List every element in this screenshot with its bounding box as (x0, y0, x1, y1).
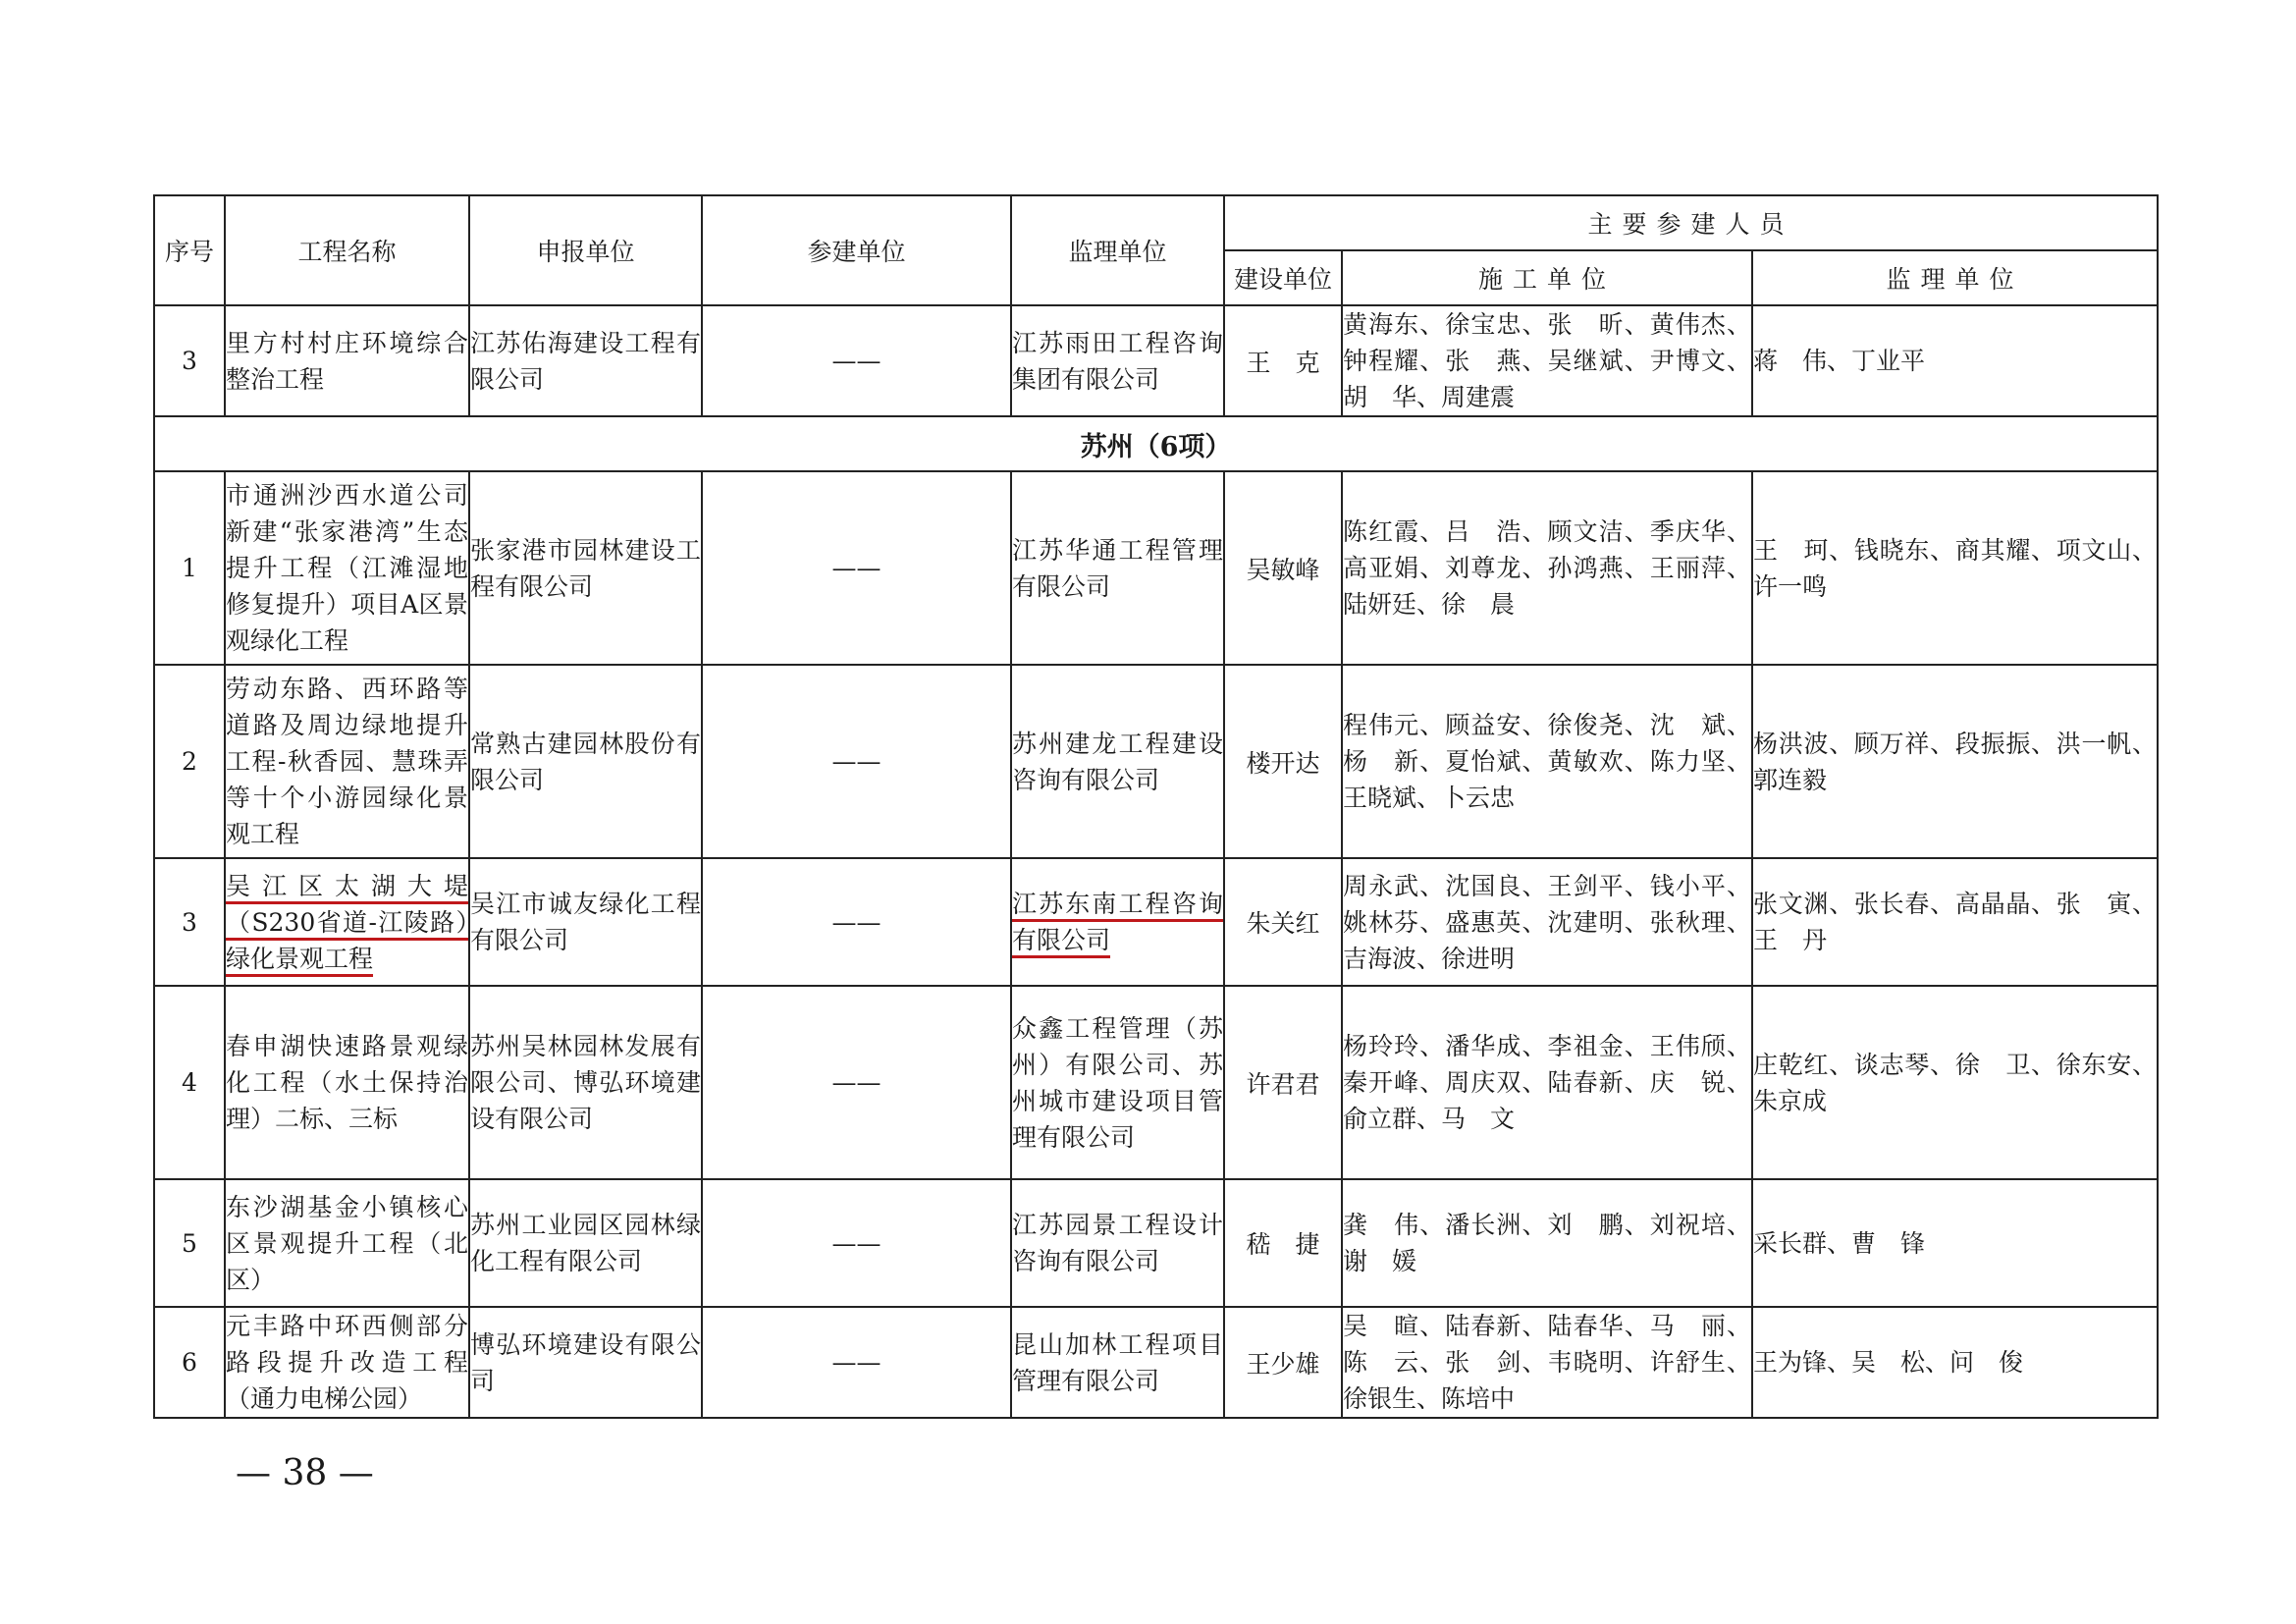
row-participant: —— (702, 986, 1011, 1179)
row-construction: 杨玲玲、潘华成、李祖金、王伟颀、秦开峰、周庆双、陆春新、庆 锐、俞立群、马 文 (1342, 986, 1752, 1179)
header-index: 序号 (154, 195, 225, 305)
row-participant: —— (702, 1179, 1011, 1307)
row-builder: 吴敏峰 (1224, 471, 1342, 665)
row-builder: 嵇 捷 (1224, 1179, 1342, 1307)
row-supervisor (1011, 858, 1224, 986)
table-row (154, 1179, 2158, 1307)
row-participant: —— (702, 305, 1011, 416)
header-main-people: 主要参建人员 (1224, 195, 2158, 250)
row-index: 3 (154, 305, 225, 416)
row-construction: 黄海东、徐宝忠、张 昕、黄伟杰、钟程耀、张 燕、吴继斌、尹博文、胡 华、周建震 (1342, 305, 1752, 416)
header-supervision: 监理单位 (1752, 250, 2158, 305)
row-index: 1 (154, 471, 225, 665)
row-construction: 陈红霞、吕 浩、顾文洁、季庆华、高亚娟、刘尊龙、孙鸿燕、王丽萍、陆妍廷、徐 晨 (1342, 471, 1752, 665)
row-supervision: 张文渊、张长春、高晶晶、张 寅、王 丹 (1752, 858, 2158, 986)
row-index: 6 (154, 1307, 225, 1418)
row-applicant: 江苏佑海建设工程有限公司 (469, 305, 702, 416)
row-index: 5 (154, 1179, 225, 1307)
row-construction: 吴 暄、陆春新、陆春华、马 丽、陈 云、张 剑、韦晓明、许舒生、徐银生、陈培中 (1342, 1307, 1752, 1418)
row-project: 春申湖快速路景观绿化工程（水土保持治理）二标、三标 (225, 986, 469, 1179)
row-construction: 龚 伟、潘长洲、刘 鹏、刘祝培、谢 媛 (1342, 1179, 1752, 1307)
header-supervisor: 监理单位 (1011, 195, 1224, 305)
header-builder: 建设单位 (1224, 250, 1342, 305)
table-row (154, 471, 2158, 665)
row-builder: 许君君 (1224, 986, 1342, 1179)
row-supervisor: 昆山加林工程项目管理有限公司 (1011, 1307, 1224, 1418)
row-construction: 周永武、沈国良、王剑平、钱小平、姚林芬、盛惠英、沈建明、张秋理、吉海波、徐进明 (1342, 858, 1752, 986)
row-index: 4 (154, 986, 225, 1179)
region-heading: 苏州（6项） (154, 416, 2158, 471)
header-project: 工程名称 (225, 195, 469, 305)
row-construction: 程伟元、顾益安、徐俊尧、沈 斌、杨 新、夏怡斌、黄敏欢、陈力坚、王晓斌、卜云忠 (1342, 665, 1752, 858)
row-supervision: 采长群、曹 锋 (1752, 1179, 2158, 1307)
row-participant: —— (702, 665, 1011, 858)
row-index: 3 (154, 858, 225, 986)
row-supervisor: 江苏雨田工程咨询集团有限公司 (1011, 305, 1224, 416)
row-supervision: 庄乾红、谈志琴、徐 卫、徐东安、朱京成 (1752, 986, 2158, 1179)
row-supervisor: 苏州建龙工程建设咨询有限公司 (1011, 665, 1224, 858)
table-row (154, 986, 2158, 1179)
row-builder: 朱关红 (1224, 858, 1342, 986)
header-participant: 参建单位 (702, 195, 1011, 305)
row-builder: 王 克 (1224, 305, 1342, 416)
row-applicant: 苏州工业园区园林绿化工程有限公司 (469, 1179, 702, 1307)
award-table (153, 194, 2159, 1419)
row-project: 市通洲沙西水道公司新建“张家港湾”生态提升工程（江滩湿地修复提升）项目A区景观绿化工程 (225, 471, 469, 665)
row-applicant: 张家港市园林建设工程有限公司 (469, 471, 702, 665)
row-supervisor: 众鑫工程管理（苏州）有限公司、苏州城市建设项目管理有限公司 (1011, 986, 1224, 1179)
row-builder: 楼开达 (1224, 665, 1342, 858)
table-row (154, 305, 2158, 416)
table-row (154, 665, 2158, 858)
row-supervision: 杨洪波、顾万祥、段振振、洪一帆、郭连毅 (1752, 665, 2158, 858)
row-applicant: 博弘环境建设有限公司 (469, 1307, 702, 1418)
row-project: 东沙湖基金小镇核心区景观提升工程（北区） (225, 1179, 469, 1307)
highlighted-project-name: 吴江区太湖大堤（S230省道-江陵路）绿化景观工程 (226, 871, 468, 973)
row-participant: —— (702, 1307, 1011, 1418)
header-applicant: 申报单位 (469, 195, 702, 305)
row-supervisor: 江苏园景工程设计咨询有限公司 (1011, 1179, 1224, 1307)
row-supervisor: 江苏华通工程管理有限公司 (1011, 471, 1224, 665)
page-number: — 38 — (236, 1453, 374, 1493)
row-supervision: 王为锋、吴 松、问 俊 (1752, 1307, 2158, 1418)
row-applicant: 吴江市诚友绿化工程有限公司 (469, 858, 702, 986)
row-project: 元丰路中环西侧部分路段提升改造工程（通力电梯公园） (225, 1307, 469, 1418)
row-supervision: 蒋 伟、丁业平 (1752, 305, 2158, 416)
row-participant: —— (702, 471, 1011, 665)
row-index: 2 (154, 665, 225, 858)
row-applicant: 常熟古建园林股份有限公司 (469, 665, 702, 858)
row-supervision: 王 珂、钱晓东、商其耀、项文山、许一鸣 (1752, 471, 2158, 665)
row-project (225, 858, 469, 986)
header-construction: 施工单位 (1342, 250, 1752, 305)
table-row (154, 1307, 2158, 1418)
table-row (154, 858, 2158, 986)
row-project: 里方村村庄环境综合整治工程 (225, 305, 469, 416)
row-applicant: 苏州吴林园林发展有限公司、博弘环境建设有限公司 (469, 986, 702, 1179)
row-project: 劳动东路、西环路等道路及周边绿地提升工程-秋香园、慧珠弄等十个小游园绿化景观工程 (225, 665, 469, 858)
highlighted-supervisor-name: 江苏东南工程咨询有限公司 (1012, 890, 1223, 954)
row-builder: 王少雄 (1224, 1307, 1342, 1418)
row-participant: —— (702, 858, 1011, 986)
